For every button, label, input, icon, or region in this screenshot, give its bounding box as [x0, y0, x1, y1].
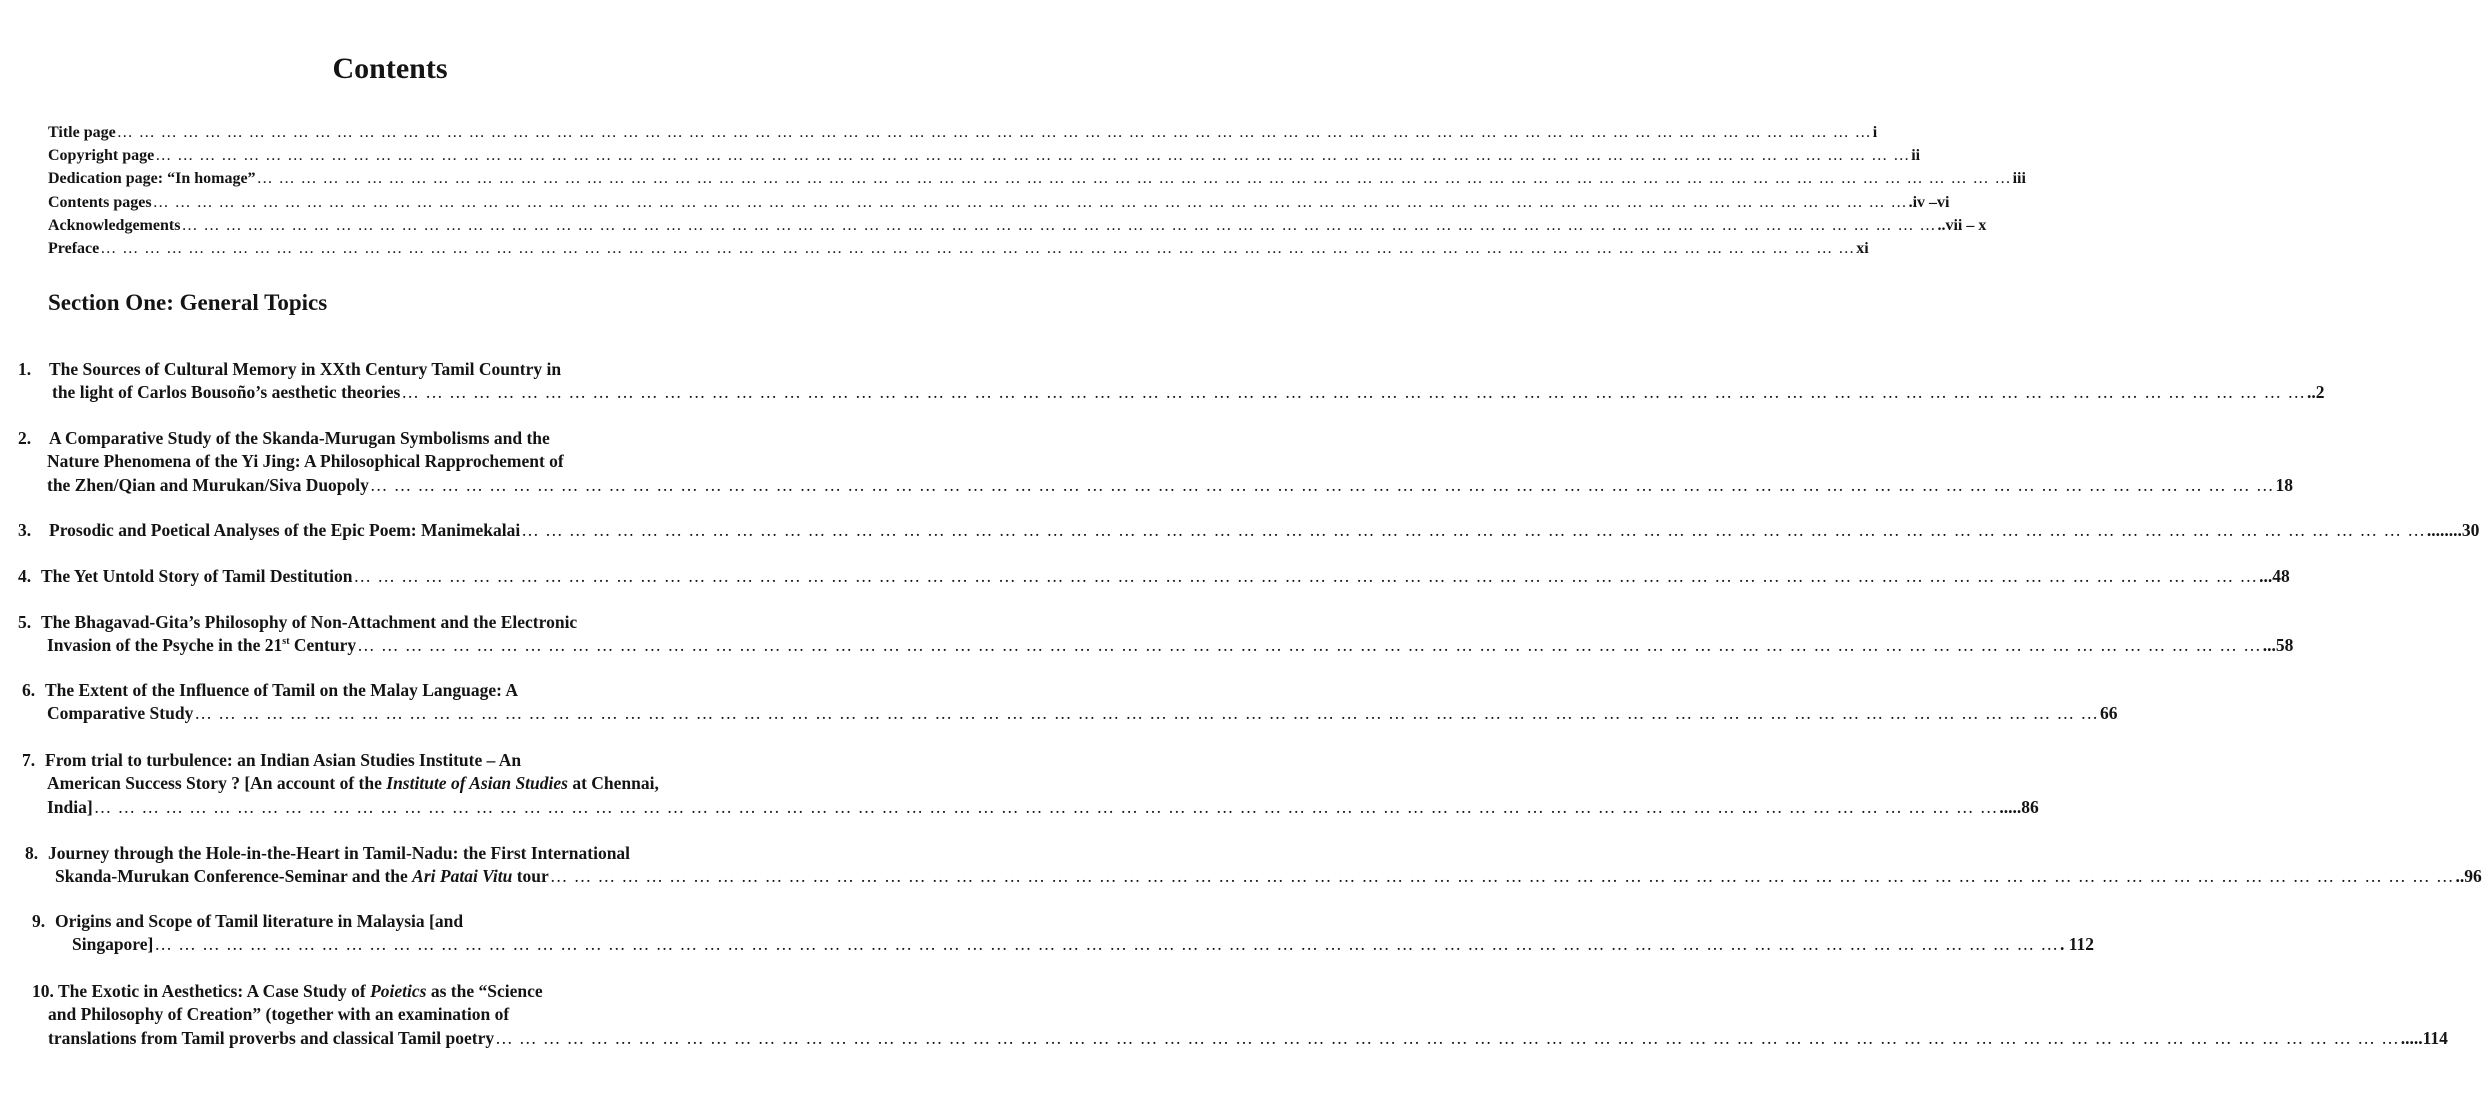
page-title: Contents	[332, 52, 448, 85]
chapter-title	[55, 865, 549, 888]
page-number: i	[1872, 124, 1878, 141]
chapter-line	[32, 980, 764, 1003]
page-number: ...58	[2262, 635, 2294, 656]
chapter-title	[48, 1003, 509, 1026]
front-matter-item	[48, 214, 1987, 237]
page-number: ........30	[2426, 520, 2480, 540]
chapter-number: 4.	[18, 566, 32, 586]
chapter-title	[72, 933, 153, 956]
chapter-line	[18, 519, 2480, 542]
text-segment: Singapore]	[72, 934, 154, 955]
chapter-line	[47, 634, 2294, 657]
chapter-number: 9.	[32, 911, 46, 931]
section-heading: Section One: General Topics	[48, 290, 328, 315]
chapter-title	[41, 611, 577, 634]
item-label: Title page	[48, 124, 116, 141]
chapter-title	[47, 450, 564, 473]
dot-leader: … … … … … … … … … … … … … … … … … … … … … … … … … … … … … … … … … … … … … … … … … … … … … … … … … … … … … … … … … … … … … … … … … … … … … … … … … … … … … … … …	[181, 216, 1937, 234]
chapter-number: 2.	[18, 428, 32, 448]
chapter-line	[18, 565, 2290, 588]
chapter-number: 6.	[22, 680, 36, 700]
text-segment: India]	[47, 796, 93, 817]
chapter-line	[47, 796, 2039, 819]
front-matter-item	[48, 237, 1869, 260]
text-segment: A Comparative Study of the Skanda-Murugan Symbolisms and the	[49, 428, 550, 448]
text-segment: Nature Phenomena of the Yi Jing: A Philosophical Rapprochement of	[47, 451, 564, 472]
text-segment: the Zhen/Qian and Murukan/Siva Duopoly	[47, 474, 369, 495]
page-number: . 112	[2059, 934, 2095, 955]
dot-leader: … … … … … … … … … … … … … … … … … … … … … … … … … … … … … … … … … … … … … … … … … … … … … … … … … … … … … … … … … … … … … … … … … … … … … … … … … … … … … … … …	[353, 566, 2259, 586]
text-segment: The Yet Untold Story of Tamil Destitution	[41, 566, 353, 586]
chapter-number: 1.	[18, 359, 32, 379]
chapter-title	[41, 565, 352, 588]
text-segment: tour	[512, 866, 549, 887]
dot-leader: … … … … … … … … … … … … … … … … … … … … … … … … … … … … … … … … … … … … … … … … … … … … … … … … … … … … … … … … … … … … … … … … … … … … … … … … … … … … … … … …	[155, 147, 1911, 165]
chapter-number: 5.	[18, 612, 32, 632]
italic-text: Institute of Asian Studies	[386, 773, 568, 794]
item-label: Contents pages	[48, 193, 152, 211]
chapter-title	[49, 519, 520, 542]
page-number: ...48	[2259, 566, 2290, 586]
text-segment: Prosodic and Poetical Analyses of the Epic Poem: Manimekalai	[49, 520, 521, 540]
chapter-number: 3.	[18, 520, 32, 540]
page-number: xi	[1856, 240, 1869, 257]
chapter-title	[47, 474, 369, 497]
dot-leader: … … … … … … … … … … … … … … … … … … … … … … … … … … … … … … … … … … … … … … … … … … … … … … … … … … … … … … … … … … … … … … … … … … … … … … … … … … … … … … … …	[549, 866, 2455, 887]
page-number: ..2	[2306, 382, 2325, 403]
text-segment: The Extent of the Influence of Tamil on the Malay Language: A	[45, 680, 519, 700]
chapter-title	[45, 749, 521, 772]
page-number: 66	[2099, 703, 2118, 724]
page-number: .iv –vi	[1908, 193, 1950, 211]
text-segment: From trial to turbulence: an Indian Asian Studies Institute – An	[45, 750, 522, 770]
chapter-line	[47, 474, 2294, 497]
text-segment: the light of Carlos Bousoño’s aesthetic theories	[52, 382, 401, 403]
text-segment: Skanda-Murukan Conference-Seminar and the	[55, 866, 413, 887]
page-number: 18	[2275, 474, 2294, 495]
chapter-line	[22, 749, 764, 772]
text-segment: Origins and Scope of Tamil literature in Malaysia [and	[55, 911, 464, 931]
chapter-number: 7.	[22, 750, 36, 770]
chapter-line	[55, 865, 2482, 888]
chapter-line	[18, 427, 764, 450]
chapter-title	[55, 910, 463, 933]
page-number: .....114	[2400, 1027, 2448, 1048]
dot-leader: … … … … … … … … … … … … … … … … … … … … … … … … … … … … … … … … … … … … … … … … … … … … … … … … … … … … … … … … … … … … … … … … … … … … … … … … … … … … … … … …	[194, 703, 2099, 724]
text-segment: as the “Science	[426, 981, 543, 1001]
text-segment: Comparative Study	[47, 703, 194, 724]
item-label: Dedication page: “In homage”	[48, 170, 256, 188]
text-segment: The Exotic in Aesthetics: A Case Study of	[58, 981, 371, 1001]
chapter-line	[25, 842, 764, 865]
chapter-line	[18, 358, 764, 381]
chapter-line	[52, 381, 2325, 404]
page-number: ..vii – x	[1937, 216, 1987, 234]
text-segment: American Success Story ? [An account of the	[47, 773, 387, 794]
text-segment: Invasion of the Psyche in the 21	[47, 635, 283, 656]
text-segment: The Sources of Cultural Memory in XXth Century Tamil Country in	[49, 359, 562, 379]
front-matter-item	[48, 121, 1878, 144]
chapter-line	[47, 450, 764, 473]
dot-leader: … … … … … … … … … … … … … … … … … … … … … … … … … … … … … … … … … … … … … … … … … … … … … … … … … … … … … … … … … … … … … … … … … … … … … … … … … … … … … … … …	[154, 934, 2059, 955]
text-segment: at Chennai,	[567, 773, 659, 794]
dot-leader: … … … … … … … … … … … … … … … … … … … … … … … … … … … … … … … … … … … … … … … … … … … … … … … … … … … … … … … … … … … … … … … … … … … … … … … … … … … … … … … …	[116, 124, 1872, 141]
chapter-title	[48, 1027, 494, 1050]
text-segment: Journey through the Hole-in-the-Heart in Tamil-Nadu: the First International	[48, 843, 631, 863]
item-label: Copyright page	[48, 147, 155, 165]
text-segment: The Bhagavad-Gita’s Philosophy of Non-Attachment and the Electronic	[41, 612, 578, 632]
dot-leader: … … … … … … … … … … … … … … … … … … … … … … … … … … … … … … … … … … … … … … … … … … … … … … … … … … … … … … … … … … … … … … … … … … … … … … … … … … … … … … … …	[152, 193, 1908, 211]
chapter-title	[49, 427, 550, 450]
dot-leader: … … … … … … … … … … … … … … … … … … … … … … … … … … … … … … … … … … … … … … … … … … … … … … … … … … … … … … … … … … … … … … … … … … … … … … … … … … … … … … … …	[495, 1027, 2400, 1048]
chapter-number: 8.	[25, 843, 39, 863]
page-number: ii	[1911, 147, 1921, 165]
page-number: ..96	[2455, 866, 2482, 887]
item-label: Preface	[48, 240, 100, 257]
chapter-line	[48, 1003, 764, 1026]
italic-text: Ari Patai Vitu	[412, 866, 513, 887]
chapter-number: 10.	[32, 981, 54, 1001]
chapter-title	[48, 842, 630, 865]
chapter-title	[47, 702, 193, 725]
text-segment: Century	[289, 635, 357, 656]
dot-leader: … … … … … … … … … … … … … … … … … … … … … … … … … … … … … … … … … … … … … … … … … … … … … … … … … … … … … … … … … … … … … … … … … … … … … … … … … … … … … … … …	[401, 382, 2306, 403]
text-segment: translations from Tamil proverbs and classical Tamil poetry	[48, 1027, 495, 1048]
page-number: iii	[2012, 170, 2026, 188]
front-matter-item	[48, 191, 1950, 214]
chapter-line	[32, 910, 764, 933]
item-label: Acknowledgements	[48, 216, 181, 234]
dot-leader: … … … … … … … … … … … … … … … … … … … … … … … … … … … … … … … … … … … … … … … … … … … … … … … … … … … … … … … … … … … … … … … … … … … … … … … … … … … … … … … …	[357, 635, 2262, 656]
chapter-title	[47, 634, 356, 657]
dot-leader: … … … … … … … … … … … … … … … … … … … … … … … … … … … … … … … … … … … … … … … … … … … … … … … … … … … … … … … … … … … … … … … … … … … … … … … … … … … … … … … …	[93, 796, 1999, 817]
chapter-line	[72, 933, 2095, 956]
chapter-title	[49, 358, 561, 381]
chapter-title	[45, 679, 518, 702]
chapter-line	[18, 611, 764, 634]
italic-text: Poietics	[370, 981, 427, 1001]
front-matter-item	[48, 144, 1921, 167]
chapter-line	[22, 679, 764, 702]
text-segment: and Philosophy of Creation” (together with an examination of	[48, 1004, 510, 1025]
superscript: st	[282, 636, 290, 648]
chapter-title	[47, 796, 93, 819]
chapter-title	[52, 381, 400, 404]
chapter-title	[47, 772, 659, 795]
front-matter-item	[48, 167, 2026, 190]
chapter-line	[47, 772, 764, 795]
page-number: .....86	[1999, 796, 2039, 817]
dot-leader: … … … … … … … … … … … … … … … … … … … … … … … … … … … … … … … … … … … … … … … … … … … … … … … … … … … … … … … … … … … … … … … … … … … … … … … … … … … … … … … …	[100, 240, 1856, 257]
dot-leader: … … … … … … … … … … … … … … … … … … … … … … … … … … … … … … … … … … … … … … … … … … … … … … … … … … … … … … … … … … … … … … … … … … … … … … … … … … … … … … … …	[521, 520, 2426, 540]
chapter-line	[48, 1027, 2448, 1050]
chapter-title	[58, 980, 543, 1003]
dot-leader: … … … … … … … … … … … … … … … … … … … … … … … … … … … … … … … … … … … … … … … … … … … … … … … … … … … … … … … … … … … … … … … … … … … … … … … … … … … … … … … …	[369, 474, 2275, 495]
dot-leader: … … … … … … … … … … … … … … … … … … … … … … … … … … … … … … … … … … … … … … … … … … … … … … … … … … … … … … … … … … … … … … … … … … … … … … … … … … … … … … … …	[256, 170, 2012, 188]
chapter-line	[47, 702, 2118, 725]
